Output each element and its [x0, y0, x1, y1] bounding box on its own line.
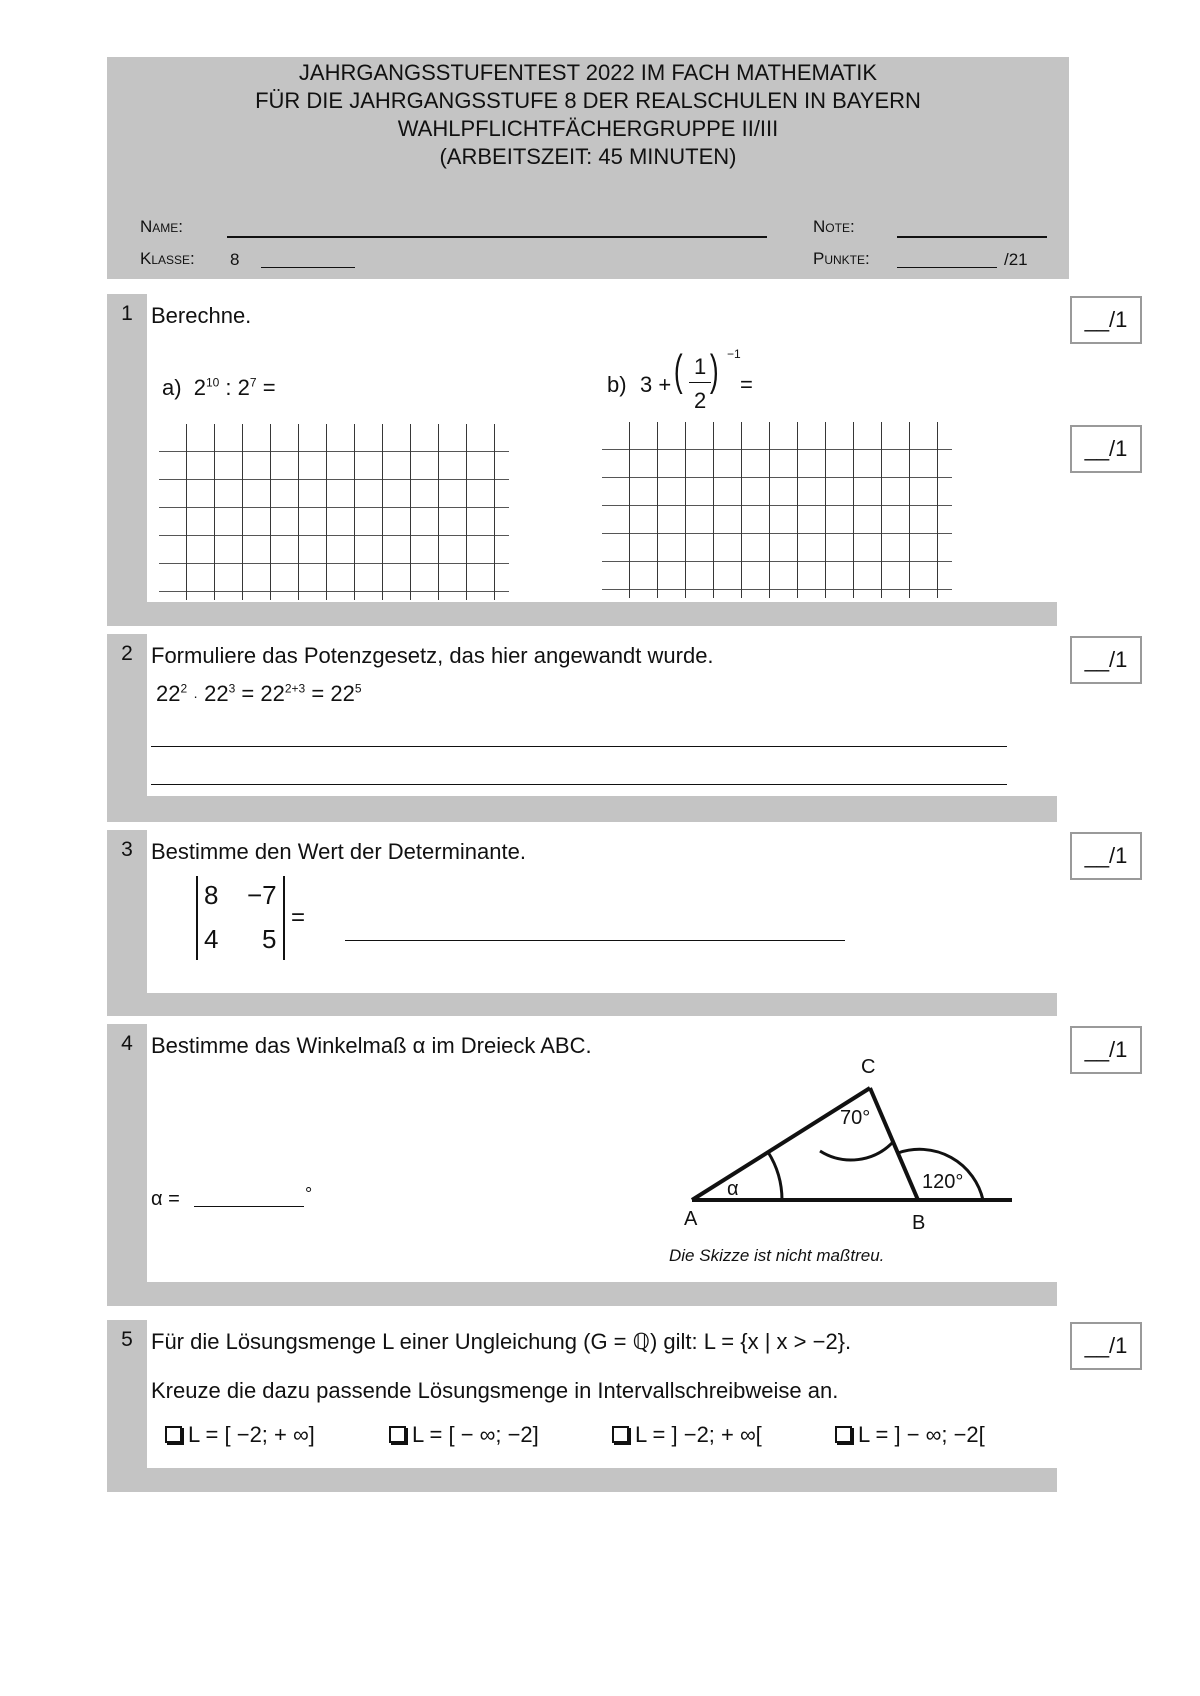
task-1a-operator: : — [225, 375, 232, 400]
task-2-section — [107, 634, 1057, 822]
task-2-answer-line-1[interactable] — [151, 746, 1007, 747]
task-4-number: 4 — [121, 1032, 133, 1055]
option-1-label: L = [ −2; + ∞] — [188, 1422, 315, 1447]
task-1b-exponent: −1 — [727, 347, 741, 361]
task-4-text: Bestimme das Winkelmaß α im Dreieck ABC. — [151, 1033, 592, 1058]
note-label: Note: — [813, 217, 855, 236]
task-2-base-1: 22 — [156, 681, 181, 706]
note-field[interactable] — [897, 236, 1047, 238]
task-1b-fraction-bar — [689, 382, 711, 383]
vertex-b-label: B — [912, 1212, 926, 1234]
task-3-score-box: __/1 — [1070, 832, 1142, 880]
task-1b-denominator: 2 — [694, 388, 707, 413]
klasse-value: 8 — [230, 250, 240, 269]
task-1a-exp2: 7 — [249, 375, 257, 390]
matrix-11: 8 — [204, 880, 219, 910]
name-field[interactable] — [227, 236, 767, 238]
task-2-base-3: 22 — [260, 681, 285, 706]
option-4[interactable] — [835, 1422, 985, 1448]
task-1b-equals: = — [740, 372, 753, 397]
task-1a-base1: 2 — [193, 375, 206, 400]
vertex-c-label: C — [861, 1056, 876, 1078]
task-2-base-4: 22 — [330, 681, 355, 706]
task-2-score-box: __/1 — [1070, 636, 1142, 684]
title-line-4: (ARBEITSZEIT: 45 MINUTEN) — [439, 144, 737, 169]
task-5-text: Für die Lösungsmenge L einer Ungleichung (G = ℚ) gilt: L = {x | x > −2}. — [151, 1329, 852, 1354]
task-1b-paren-right: ) — [709, 346, 719, 395]
option-2-label: L = [ − ∞; −2] — [412, 1422, 539, 1447]
title-line-1: JAHRGANGSSTUFENTEST 2022 IM FACH MATHEMATIK — [298, 60, 878, 85]
option-3-checkbox[interactable] — [612, 1426, 629, 1443]
task-2-equals-2: = — [311, 681, 325, 706]
option-4-label: L = ] − ∞; −2[ — [858, 1422, 985, 1447]
task-1-section — [107, 294, 1057, 626]
angle-alpha-label: α — [727, 1178, 739, 1200]
alpha-answer-line[interactable] — [194, 1206, 304, 1207]
degree-sign: ° — [305, 1184, 313, 1204]
klasse-field[interactable] — [261, 267, 355, 268]
task-3-section — [107, 830, 1057, 1016]
determinant-bar-right — [283, 876, 285, 960]
task-2-text: Formuliere das Potenzgesetz, das hier angewandt wurde. — [151, 643, 714, 668]
task-2-equals-1: = — [241, 681, 255, 706]
title-line-2: FÜR DIE JAHRGANGSSTUFE 8 DER REALSCHULEN IN BAYERN — [255, 88, 921, 113]
vertex-a-label: A — [684, 1208, 698, 1230]
task-5-section — [107, 1320, 1057, 1492]
task-1b-label: b) — [607, 372, 627, 397]
determinant-bar-left — [196, 876, 198, 960]
task-1-number: 1 — [121, 302, 133, 325]
punkte-label: Punkte: — [813, 249, 870, 268]
task-2-number: 2 — [121, 642, 133, 665]
task-1b-answer-grid[interactable] — [602, 422, 952, 598]
task-5-score-box: __/1 — [1070, 1322, 1142, 1370]
option-2[interactable] — [389, 1422, 539, 1448]
name-label: Name: — [140, 217, 184, 236]
arc-angle-c — [820, 1142, 893, 1160]
option-2-checkbox[interactable] — [389, 1426, 406, 1443]
task-5-text-2: Kreuze die dazu passende Lösungsmenge in Intervallschreibweise an. — [151, 1378, 839, 1403]
task-1b-expression: 3 + — [640, 372, 672, 397]
task-1a-answer-grid[interactable] — [159, 424, 509, 600]
task-2-exp-2: 3 — [228, 681, 236, 696]
task-4-score-box: __/1 — [1070, 1026, 1142, 1074]
option-3-label: L = ] −2; + ∞[ — [635, 1422, 762, 1447]
title-line-3: WAHLPFLICHTFÄCHERGRUPPE II/III — [397, 116, 779, 141]
angle-c-label: 70° — [840, 1107, 871, 1129]
punkte-total: /21 — [1004, 250, 1028, 269]
task-2-exp-3: 2+3 — [284, 681, 306, 696]
task-5-number: 5 — [121, 1328, 133, 1351]
task-2-expression — [156, 681, 362, 707]
punkte-field[interactable] — [897, 267, 997, 268]
task-1a-score-box: __/1 — [1070, 296, 1142, 344]
header-block — [107, 57, 1069, 279]
option-3[interactable] — [612, 1422, 762, 1448]
angle-b-exterior-label: 120° — [922, 1171, 964, 1193]
task-3-answer-line[interactable] — [345, 940, 845, 941]
task-2-answer-line-2[interactable] — [151, 784, 1007, 785]
matrix-12: −7 — [247, 880, 277, 910]
matrix-21: 4 — [204, 924, 219, 954]
task-1b-paren-left: ( — [673, 346, 683, 395]
task-1a-equals: = — [262, 375, 276, 400]
task-2-exp-1: 2 — [180, 681, 188, 696]
task-1-text: Berechne. — [151, 303, 252, 328]
side-cb — [870, 1088, 918, 1200]
task-1a-base2: 2 — [237, 375, 250, 400]
arc-alpha — [768, 1152, 782, 1200]
sketch-note: Die Skizze ist nicht maßtreu. — [669, 1246, 885, 1265]
task-2-base-2: 22 — [204, 681, 229, 706]
task-2-dot: · — [193, 688, 198, 704]
task-1a-expression — [162, 375, 276, 401]
determinant-equals: = — [291, 904, 306, 931]
klasse-label: Klasse: — [140, 249, 195, 268]
option-1-checkbox[interactable] — [165, 1426, 182, 1443]
task-2-exp-4: 5 — [354, 681, 362, 696]
matrix-22: 5 — [262, 924, 277, 954]
task-1a-exp1: 10 — [205, 375, 220, 390]
alpha-equals: α = — [151, 1188, 180, 1210]
task-4-section — [107, 1024, 1057, 1306]
option-4-checkbox[interactable] — [835, 1426, 852, 1443]
option-1[interactable] — [165, 1422, 315, 1448]
task-1b-score-box: __/1 — [1070, 425, 1142, 473]
task-1b-numerator: 1 — [694, 354, 707, 379]
task-3-text: Bestimme den Wert der Determinante. — [151, 839, 526, 864]
task-1a-label: a) — [162, 375, 182, 400]
task-3-number: 3 — [121, 838, 133, 861]
